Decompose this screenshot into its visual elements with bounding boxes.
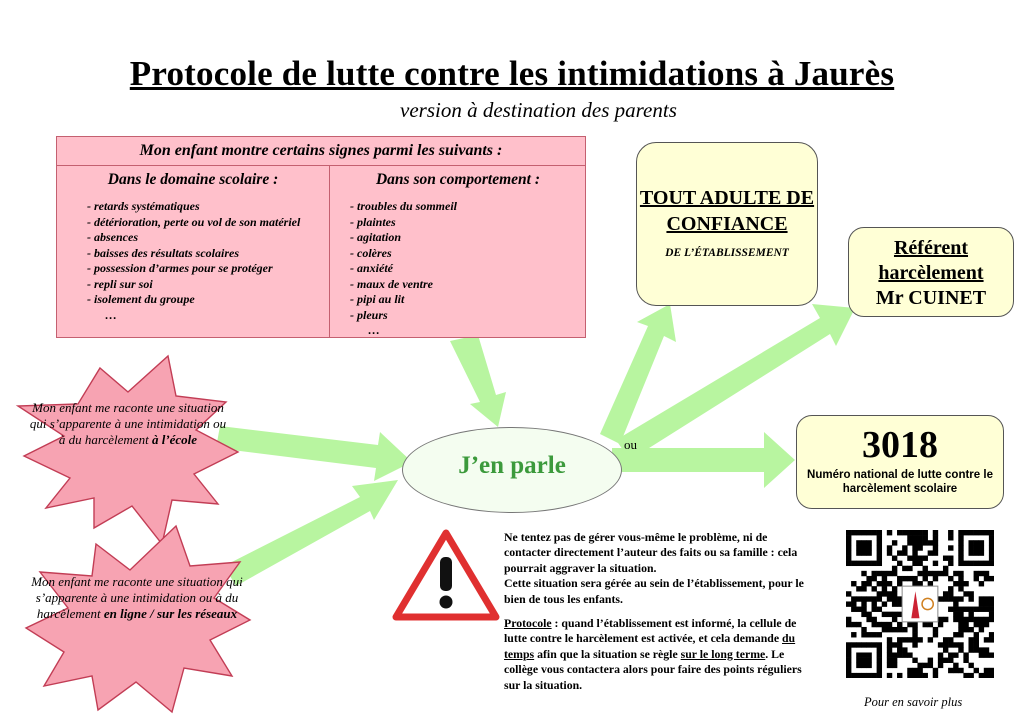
or-label: ou	[624, 437, 637, 452]
speak-up-label: J’en parle	[458, 452, 566, 479]
list-item: - possession d’armes pour se protéger	[87, 261, 273, 275]
list-item: - repli sur soi	[87, 276, 153, 291]
burst-school-emphasis: à l’école	[151, 432, 198, 447]
burst-online-body: Mon enfant me raconte une situation qui s’apparente à une intimidation ou à du harcèlement	[31, 574, 243, 621]
trusted-adult-subtitle: DE L’ÉTABLISSEMENT	[665, 247, 789, 259]
list-item: - baisses des résultats scolaires	[87, 245, 240, 260]
qr-caption: Pour en savoir plus	[864, 695, 963, 709]
warning-signs-heading: Mon enfant montre certains signes parmi les suivants :	[57, 137, 585, 166]
arrow-online-to-center	[224, 480, 398, 586]
behaviour-signs-list	[350, 199, 586, 339]
list-item: - plaintes	[350, 214, 396, 229]
list-ellipsis: …	[105, 307, 117, 322]
school-signs-heading: Dans le domaine scolaire :	[107, 171, 279, 188]
list-item: - pleurs	[350, 307, 388, 322]
list-item: - anxiété	[350, 261, 393, 275]
burst-school-text	[28, 400, 228, 448]
protocol-emph-long-term: sur le long terme	[680, 646, 766, 661]
list-item: - maux de ventre	[350, 276, 433, 291]
list-ellipsis: …	[368, 323, 380, 337]
burst-school-body: Mon enfant me raconte une situation qui s’apparente à une intimidation ou à du harcèlement	[29, 400, 227, 447]
list-item: - pipi au lit	[350, 292, 405, 306]
list-item: - colères	[350, 245, 392, 260]
referent-title: Référent harcèlement	[878, 237, 984, 284]
burst-online-emphasis: en ligne / sur les réseaux	[103, 606, 238, 621]
warning-paragraph-1	[504, 530, 810, 607]
qr-code-icon	[846, 530, 994, 678]
hotline-label: Numéro national de lutte contre le harcèlement scolaire	[807, 469, 993, 495]
list-item: - détérioration, perte ou vol de son matériel	[87, 214, 301, 229]
referent-card	[848, 227, 1014, 317]
protocol-text-c: . Le collège vous contactera alors pour faire des points réguliers sur la situation.	[504, 646, 802, 692]
list-item: - absences	[87, 230, 138, 244]
protocol-text-a: : quand l’établissement est informé, la cellule de lutte contre le harcèlement est activée, et cela demande	[504, 616, 797, 646]
arrow-school-to-center	[216, 426, 412, 481]
warning-p2: Cette situation sera gérée au sein de l’établissement, pour le bien de tous les enfants.	[504, 576, 804, 606]
warning-text	[504, 530, 810, 702]
hotline-card	[796, 415, 1004, 509]
list-item: - agitation	[350, 230, 402, 244]
list-item: - troubles du sommeil	[350, 199, 458, 213]
burst-school-shape	[18, 356, 238, 544]
protocol-paragraph	[504, 616, 810, 693]
protocol-emph-time: du temps	[504, 631, 796, 661]
trusted-adult-title: TOUT ADULTE DE CONFIANCE	[639, 187, 815, 235]
trusted-adult-card	[636, 142, 818, 306]
page-subtitle: version à destination des parents	[400, 98, 677, 122]
protocol-label: Protocole	[504, 616, 552, 631]
school-signs-column	[57, 165, 330, 338]
behaviour-signs-column	[330, 165, 586, 338]
burst-online-text	[30, 574, 244, 622]
school-signs-list	[87, 199, 329, 323]
hotline-number: 3018	[862, 424, 938, 466]
warning-signs-box	[56, 136, 586, 338]
page-title: Protocole de lutte contre les intimidations à Jaurès	[129, 54, 895, 93]
list-item: - isolement du groupe	[87, 292, 195, 306]
list-item: - retards systématiques	[87, 199, 200, 213]
warning-p1: Ne tentez pas de gérer vous-même le problème, ni de contacter directement l’auteur des faits ou sa famille : cela pourrait aggraver la situation.	[504, 530, 798, 575]
behaviour-signs-heading: Dans son comportement :	[375, 171, 541, 188]
warning-icon	[396, 533, 496, 617]
protocol-text-b: afin que la situation se règle	[534, 646, 681, 661]
arrow-signs-to-center	[450, 335, 506, 427]
referent-name: Mr CUINET	[875, 287, 987, 309]
